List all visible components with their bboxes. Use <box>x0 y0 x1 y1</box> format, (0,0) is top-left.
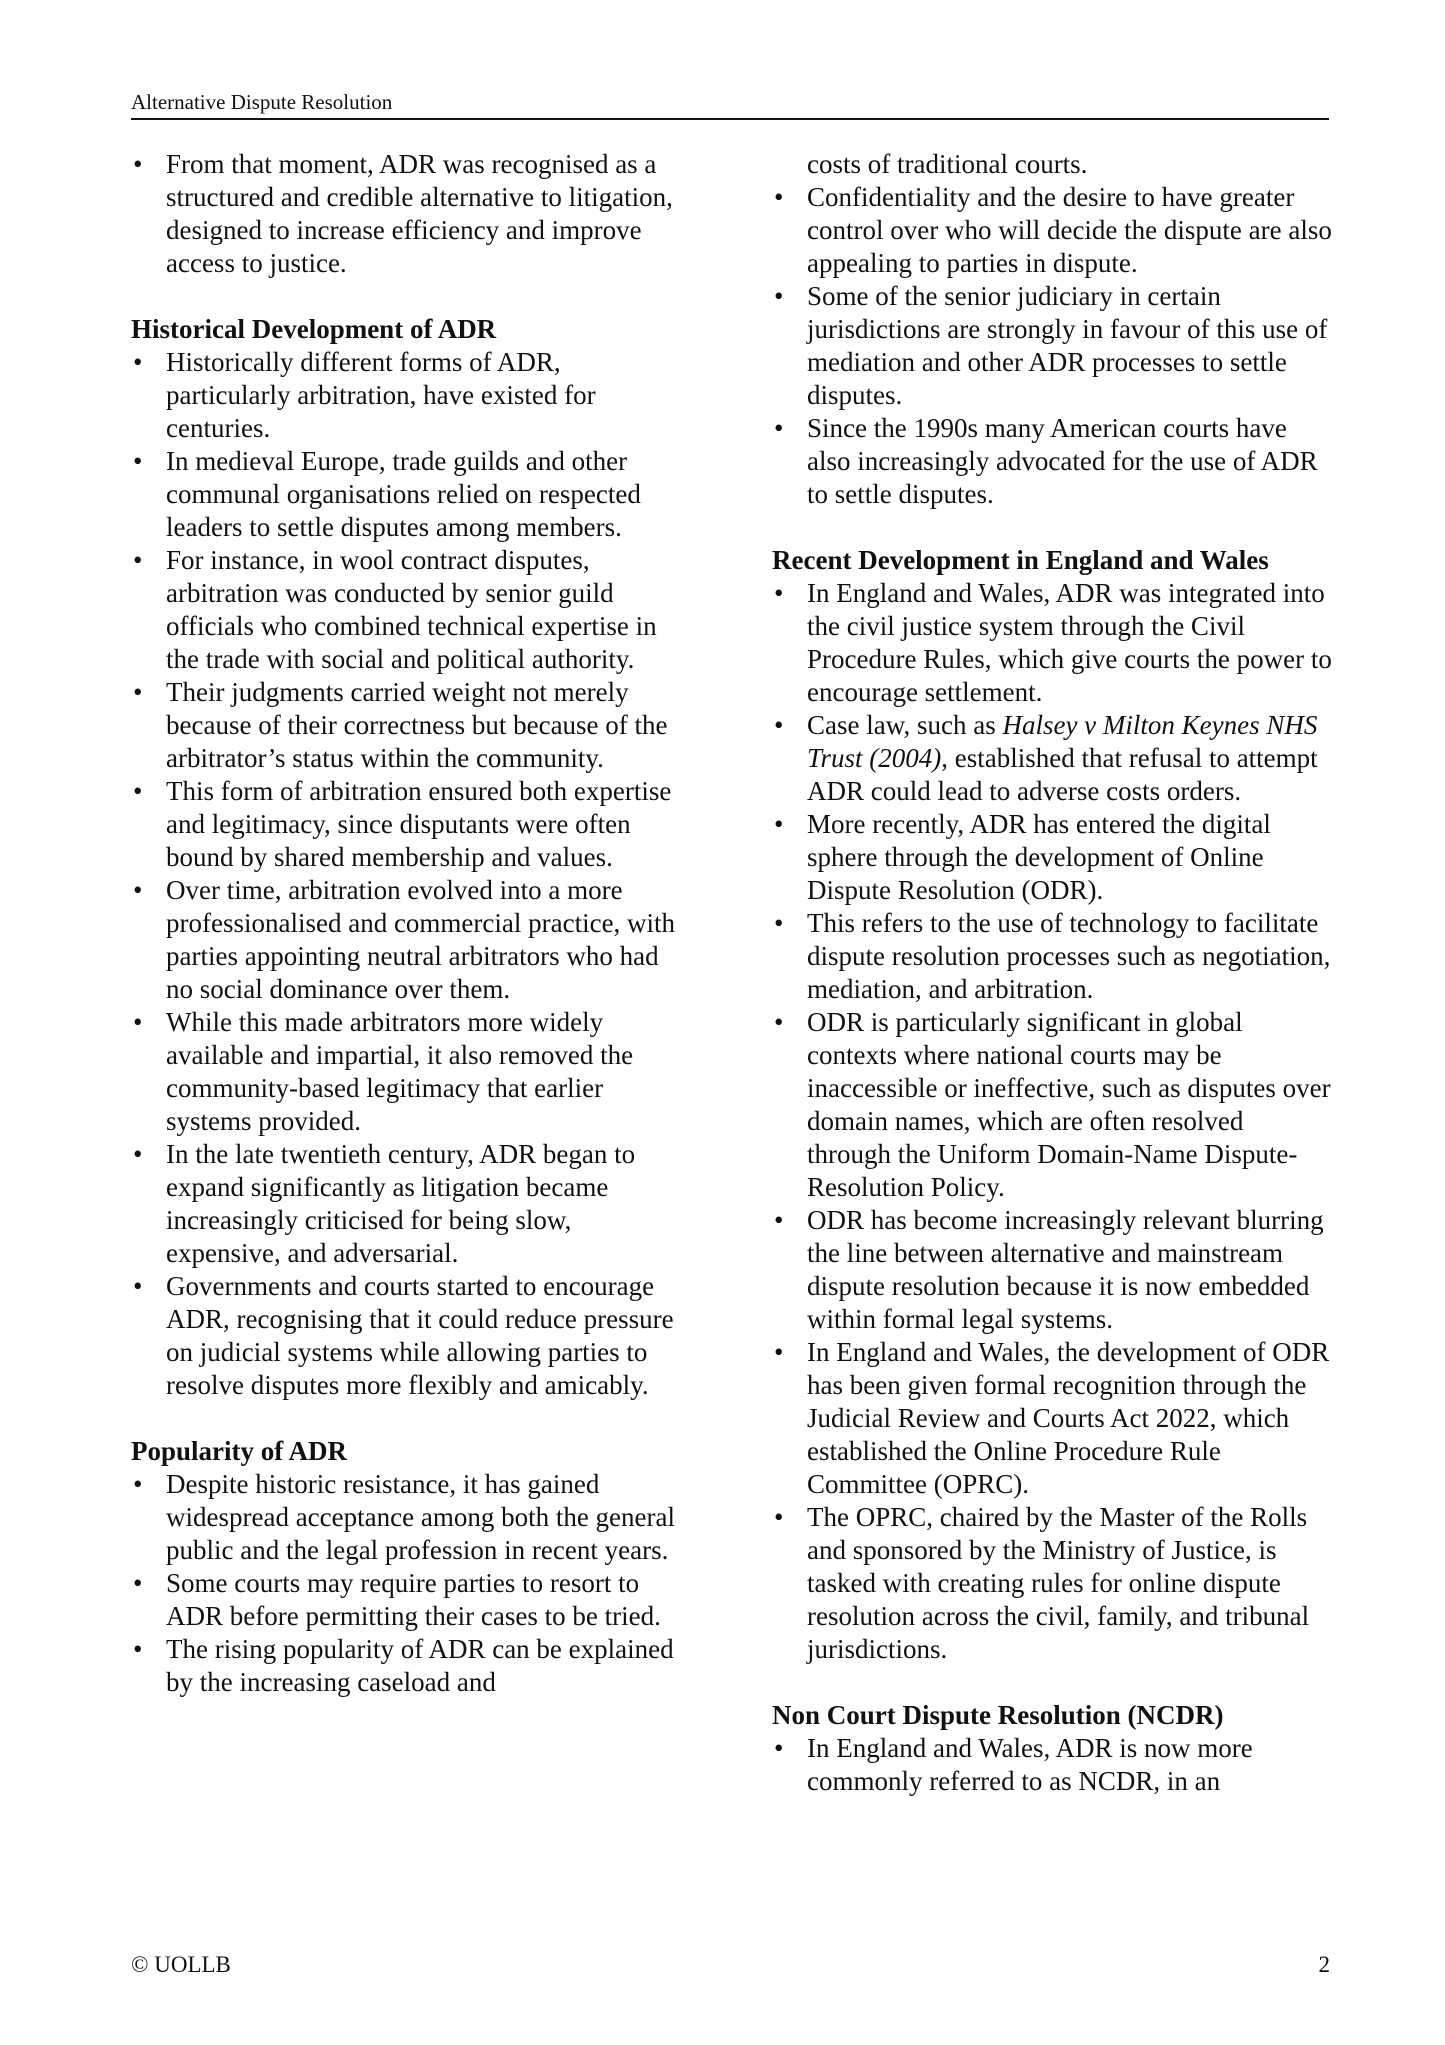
list-item: • This refers to the use of technology to facilitate dispute resolution processes such as negotiation, mediation, and arbitration. <box>772 907 1332 1006</box>
right-column <box>772 148 1332 1798</box>
list-item: • In the late twentieth century, ADR began to expand significantly as litigation became increasingly criticised for being slow, expensive, and adversarial. <box>131 1138 691 1270</box>
case-law-text-post: , established that refusal to attempt ADR could lead to adverse costs orders. <box>807 743 1318 806</box>
section-title-recent: Recent Development in England and Wales <box>772 545 1269 575</box>
list-item-continuation: costs of traditional courts. <box>807 149 1088 179</box>
list-item: • Their judgments carried weight not merely because of their correctness but because of the arbitrator’s status within the community. <box>131 676 691 775</box>
list-item: • Confidentiality and the desire to have greater control over who will decide the dispute are also appealing to parties in dispute. <box>772 181 1332 280</box>
list-item: • The OPRC, chaired by the Master of the Rolls and sponsored by the Ministry of Justice, is tasked with creating rules for online dispute resolution across the civil, family, and tribunal jurisdictions. <box>772 1501 1332 1666</box>
list-item: • The rising popularity of ADR can be explained by the increasing caseload and <box>131 1633 691 1699</box>
intro-list <box>131 148 691 280</box>
list-item: • While this made arbitrators more widely available and impartial, it also removed the community-based legitimacy that earlier systems provided. <box>131 1006 691 1138</box>
list-item: • In medieval Europe, trade guilds and other communal organisations relied on respected leaders to settle disputes among members. <box>131 445 691 544</box>
case-citation: Halsey v Milton Keynes NHS Trust (2004) <box>807 710 1318 773</box>
ncdr-list <box>772 1732 1332 1798</box>
section-title-history: Historical Development of ADR <box>131 314 497 344</box>
running-header: Alternative Dispute Resolution <box>131 88 1329 120</box>
history-list <box>131 346 691 1402</box>
list-item: • In England and Wales, the development of ODR has been given formal recognition through the Judicial Review and Courts Act 2022, which established the Online Procedure Rule Committee (OPRC). <box>772 1336 1332 1501</box>
list-item: • This form of arbitration ensured both expertise and legitimacy, since disputants were often bound by shared membership and values. <box>131 775 691 874</box>
list-item: • Some of the senior judiciary in certain jurisdictions are strongly in favour of this use of mediation and other ADR processes to settle disputes. <box>772 280 1332 412</box>
list-item: • Governments and courts started to encourage ADR, recognising that it could reduce pressure on judicial systems while allowing parties to resolve disputes more flexibly and amicably. <box>131 1270 691 1402</box>
list-item: • ODR is particularly significant in global contexts where national courts may be inaccessible or ineffective, such as disputes over domain names, which are often resolved through the Uniform Domain-Name Dispute-Resolution Policy. <box>772 1006 1332 1204</box>
footer-copyright: © UOLLB <box>131 1952 231 1977</box>
popularity-list-continued <box>772 148 1332 511</box>
list-item: • ODR has become increasingly relevant blurring the line between alternative and mainstream dispute resolution because it is now embedded within formal legal systems. <box>772 1204 1332 1336</box>
list-item: • For instance, in wool contract disputes, arbitration was conducted by senior guild officials who combined technical expertise in the trade with social and political authority. <box>131 544 691 676</box>
list-item: • Some courts may require parties to resort to ADR before permitting their cases to be tried. <box>131 1567 691 1633</box>
section-title-ncdr: Non Court Dispute Resolution (NCDR) <box>772 1700 1224 1730</box>
case-law-text-pre: Case law, such as <box>807 710 1003 740</box>
page-number: 2 <box>1318 1952 1330 1977</box>
list-item: • In England and Wales, ADR is now more commonly referred to as NCDR, in an <box>772 1732 1332 1798</box>
list-item: • Over time, arbitration evolved into a more professionalised and commercial practice, with parties appointing neutral arbitrators who had no social dominance over them. <box>131 874 691 1006</box>
left-column <box>131 148 691 1699</box>
list-item <box>772 709 1332 808</box>
recent-list <box>772 577 1332 1666</box>
list-item: • From that moment, ADR was recognised as a structured and credible alternative to litigation, designed to increase efficiency and improve access to justice. <box>131 148 691 280</box>
list-item: • More recently, ADR has entered the digital sphere through the development of Online Dispute Resolution (ODR). <box>772 808 1332 907</box>
list-item: • In England and Wales, ADR was integrated into the civil justice system through the Civil Procedure Rules, which give courts the power to encourage settlement. <box>772 577 1332 709</box>
list-item: • Since the 1990s many American courts have also increasingly advocated for the use of ADR to settle disputes. <box>772 412 1332 511</box>
list-item: • Despite historic resistance, it has gained widespread acceptance among both the general public and the legal profession in recent years. <box>131 1468 691 1567</box>
section-title-popularity: Popularity of ADR <box>131 1436 347 1466</box>
list-item: • Historically different forms of ADR, particularly arbitration, have existed for centuries. <box>131 346 691 445</box>
popularity-list <box>131 1468 691 1699</box>
